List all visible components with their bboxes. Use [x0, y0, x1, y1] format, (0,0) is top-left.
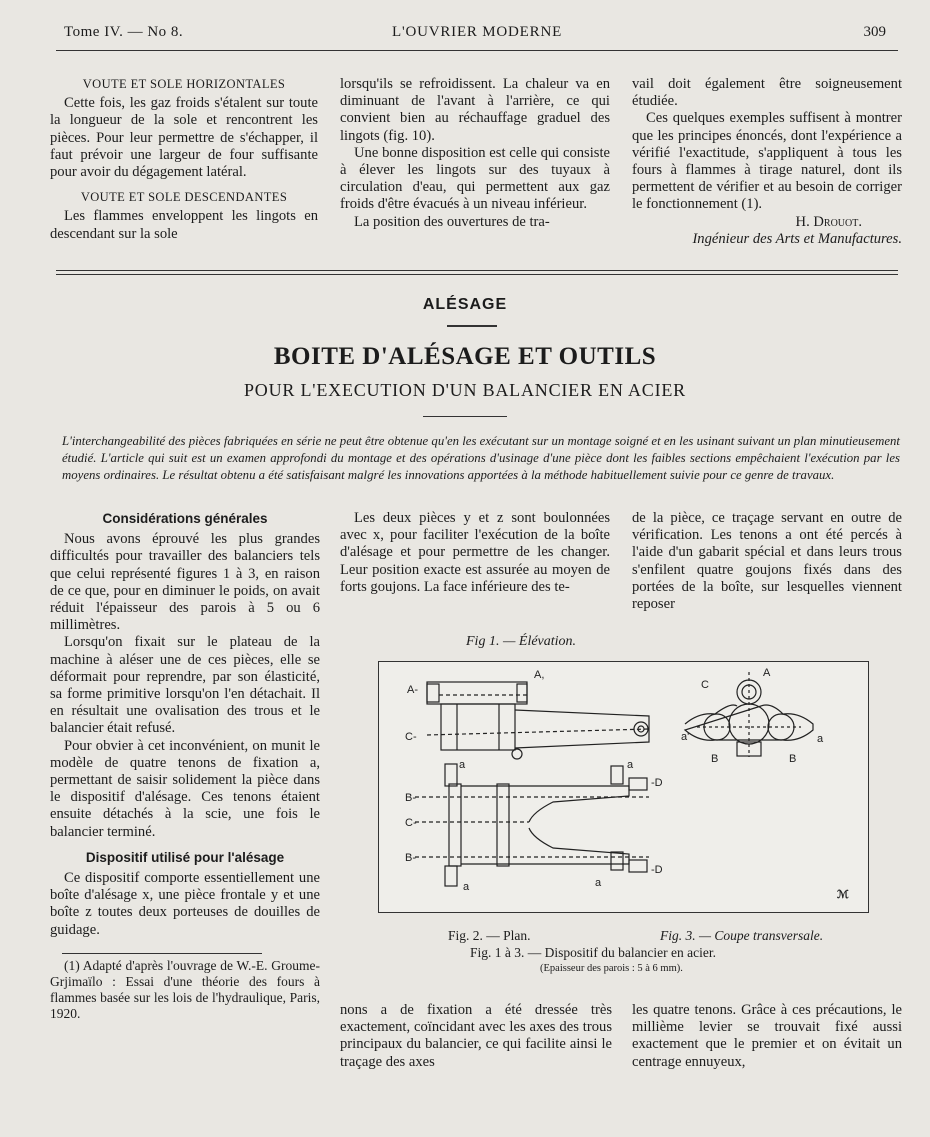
- paragraph: La position des ouvertures de tra-: [354, 213, 550, 230]
- article-intro: L'interchangeabilité des pièces fabriquées en série ne peut être obtenue qu'en les exécutant sur un montage soigné et en les usinant suivant un plan minutieusement étudié. L'article qui suit est un examen approfondi du montage et des opérations d'usinage d'une pièce dont les faibles sections empêchaient l'exécution par les moyens ordinaires. Le résultat obtenu a été satisfaisant malgré les innovations apportées à la méthode habituellement suivie pour ce genre de travaux.: [62, 434, 900, 482]
- svg-text:ℳ: ℳ: [837, 889, 849, 901]
- body-column-3: [632, 510, 902, 613]
- footnote: (1) Adapté d'après l'ouvrage de W.-E. Groume-Grjimaïlo : Essai d'une théorie des fours à flammes basée sur les lois de l'hydraulique, Paris, 1920.: [50, 957, 320, 1021]
- paragraph: Une bonne disposition est celle qui consiste à élever les lingots sur des tuyaux à circulation d'eau, qui permettent aux gaz froids d'être évacués à un niveau inférieur.: [340, 144, 610, 213]
- section-heading: Considérations générales: [102, 511, 268, 526]
- subtitle-rule: [423, 416, 507, 417]
- top-column-2: [340, 76, 610, 231]
- article-category: ALÉSAGE: [422, 296, 508, 313]
- svg-text:B: B: [789, 753, 797, 765]
- paragraph: Lorsqu'on fixait sur le plateau de la machine à aléser une de ces pièces, elle se déformait pour reprendre, par son élasticité, sa forme primitive lorsqu'on l'en détachait. Il en résultait une ovalisation des trous et le balancier était refusé.: [50, 634, 320, 737]
- header-rule: [56, 50, 898, 51]
- section-heading: VOUTE ET SOLE DESCENDANTES: [80, 190, 288, 205]
- page-number: 309: [863, 24, 886, 40]
- footnote-rule: [62, 953, 262, 954]
- fig2-caption: Fig. 2. — Plan.: [448, 928, 531, 943]
- paragraph: les quatre tenons. Grâce à ces précautions, le millième levier se trouvait fixé aussi exactement que le premier et on évitait un centrage ennuyeux,: [632, 1002, 902, 1070]
- fig3-caption: Fig. 3. — Coupe transversale.: [660, 928, 824, 943]
- label-C: C-: [405, 731, 417, 743]
- plan-view: [415, 764, 649, 886]
- paragraph: lorsqu'ils se refroidissent. La chaleur va en diminuant de l'avant à l'arrière, ce qui convient bien au réchauffage graduel des lingots (fig. 10).: [340, 76, 610, 144]
- paragraph: de la pièce, ce traçage servant en outre de vérification. Les tenons a ont été percés à l'aide d'un gabarit spécial et dans leurs trous s'enfilent quatre goujons fixés dans des portées de la boîte, sur lesquelles viennent reposer: [632, 510, 902, 613]
- svg-text:B: B: [711, 753, 719, 765]
- body-column-2: [340, 510, 610, 596]
- svg-text:a: a: [459, 759, 466, 771]
- running-header: [64, 24, 886, 46]
- paragraph: Ces quelques exemples suffisent à montrer que les principes énoncés, dont l'expérience a vérifié l'exactitude, s'appliquent à tous les fours à flammes à tirage naturel, dont ils permettent de vérifier et au besoin de corriger le fonctionnement (1).: [632, 110, 902, 213]
- drawing: [379, 662, 868, 912]
- label-A: A-: [407, 684, 418, 696]
- svg-text:A: A: [763, 667, 771, 679]
- article-title: BOITE D'ALÉSAGE ET OUTILS: [273, 343, 657, 370]
- body-column-1: [50, 510, 320, 1022]
- top-column-1: [50, 76, 318, 243]
- fig-main-caption: Fig. 1 à 3. — Dispositif du balancier en acier.: [470, 945, 716, 960]
- section-rule-top: [56, 270, 898, 271]
- author-title: Ingénieur des Arts et Manufactures.: [692, 230, 902, 247]
- body-column-3-bottom: [632, 1002, 902, 1071]
- technical-figure: [378, 661, 869, 913]
- fig1-caption: Fig 1. — Élévation.: [466, 634, 577, 649]
- paragraph: Cette fois, les gaz froids s'étalent sur toute la longueur de la sole et rencontrent les pièces. Pour leur permettre de s'échapper, il faut prévoir une largeur de four suffisante pour avoir du dégagement latéral.: [50, 95, 318, 181]
- top-column-3: [632, 76, 902, 248]
- paragraph: Pour obvier à cet inconvénient, on munit le modèle de quatre tenons de fixation a, permettant de saisir solidement la pièce dans le dispositif d'alésage. Ces tenons étaient ensuite détachés à la scie, une fois le balancier terminé.: [50, 737, 320, 840]
- paragraph: vail doit également être soigneusement étudiée.: [632, 76, 902, 110]
- svg-text:-D: -D: [651, 864, 663, 876]
- svg-text:-D: -D: [651, 777, 663, 789]
- elevation-view: [427, 682, 649, 759]
- paragraph: nons a de fixation a été dressée très exactement, coïncidant avec les axes des trous principaux du balancier, ce qui facilite ainsi le traçage des axes: [340, 1002, 612, 1070]
- body-column-2-bottom: [340, 1002, 612, 1071]
- svg-text:a: a: [627, 759, 634, 771]
- svg-text:a': a': [681, 731, 690, 743]
- figure-caption-top: [380, 634, 700, 650]
- section-heading: VOUTE ET SOLE HORIZONTALES: [82, 77, 286, 91]
- label-A1: A,: [534, 669, 545, 681]
- svg-text:a: a: [463, 881, 470, 893]
- section-rule-bottom: [56, 274, 898, 275]
- journal-title: L'OUVRIER MODERNE: [392, 24, 563, 40]
- paragraph: Nous avons éprouvé les plus grandes difficultés pour travailler des balanciers tels que celui représenté figures 1 à 3, en raison de ce que, pour en diminuer le poids, on avait réduit l'épaisseur des parois à 5 ou 6 millimètres.: [50, 531, 320, 634]
- paragraph: Les deux pièces y et z sont boulonnées avec x, pour faciliter l'exécution de la boîte d'alésage et pour permettre de les changer. Leur position exacte est assurée au moyen de forts goujons. La face inférieure des te-: [340, 510, 610, 595]
- svg-text:C-: C-: [405, 817, 417, 829]
- author-name: H. Drouot.: [795, 213, 862, 230]
- svg-text:a: a: [595, 877, 602, 889]
- fig-sub-caption: (Epaisseur des parois : 5 à 6 mm).: [540, 963, 683, 974]
- svg-text:B-: B-: [405, 852, 416, 864]
- label-B: B-: [405, 792, 416, 804]
- paragraph: Les flammes enveloppent les lingots en descendant sur la sole: [50, 208, 318, 242]
- article-subtitle: POUR L'EXECUTION D'UN BALANCIER EN ACIER: [244, 380, 686, 400]
- svg-text:C: C: [701, 679, 709, 691]
- svg-text:a: a: [817, 733, 824, 745]
- paragraph: Ce dispositif comporte essentiellement une boîte d'alésage x, une pièce frontale y et une boîte z toutes deux porteuses de douilles de guidage.: [50, 870, 320, 938]
- section-heading: Dispositif utilisé pour l'alésage: [85, 849, 285, 865]
- kicker-underline: [447, 325, 497, 327]
- volume-issue: Tome IV. — No 8.: [64, 24, 184, 40]
